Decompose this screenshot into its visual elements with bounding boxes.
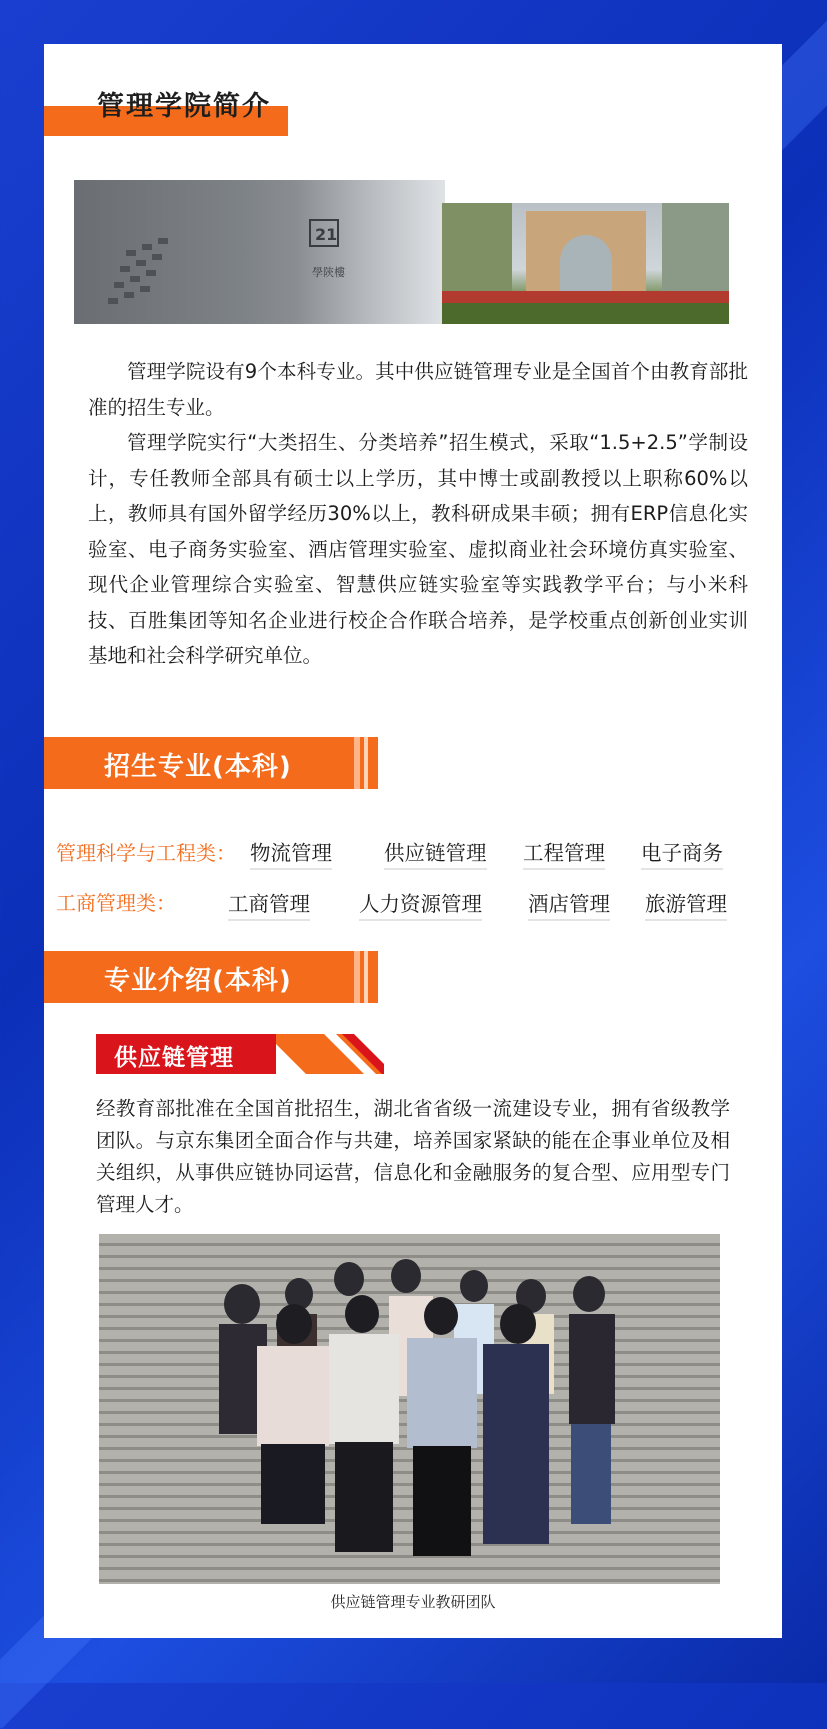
content-card: [44, 44, 782, 1638]
category-label: 工商管理类：: [56, 891, 176, 915]
category-label: 管理科学与工程类：: [56, 841, 236, 865]
building-sign-text: 學陝樓: [312, 266, 345, 279]
building-photo-art: [74, 180, 445, 324]
major-item: 旅游管理: [645, 887, 727, 921]
banner-stripe: [364, 951, 368, 1003]
enrollment-title: 招生专业(本科): [104, 752, 292, 782]
banner-stripe: [354, 951, 360, 1003]
banner-stripe: [364, 737, 368, 789]
major-item: 人力资源管理: [359, 887, 482, 921]
majors-intro-title: 专业介绍(本科): [104, 966, 292, 996]
arch-gate-photo-art: [442, 203, 729, 324]
major-item: 电子商务: [641, 836, 723, 870]
intro-paragraph-1: 管理学院设有9个本科专业。其中供应链管理专业是全国首个由教育部批准的招生专业。: [88, 360, 748, 419]
major-item: 供应链管理: [384, 836, 487, 870]
major-item: 工商管理: [228, 887, 310, 921]
building-photo: [74, 180, 445, 324]
team-photo: [99, 1234, 720, 1584]
team-photo-art: [99, 1234, 720, 1584]
svg-text:21: 21: [315, 225, 338, 244]
major-item: 酒店管理: [528, 887, 610, 921]
major-item: 工程管理: [523, 836, 605, 870]
major-item: 物流管理: [250, 836, 332, 870]
arch-gate-photo: [442, 203, 729, 324]
enrollment-banner: [44, 737, 378, 789]
banner-stripe: [354, 737, 360, 789]
scm-tag: [96, 1034, 384, 1074]
intro-paragraph-2: 管理学院实行“大类招生、分类培养”招生模式，采取“1.5+2.5”学制设计，专任教师全部具有硕士以上学历，其中博士或副教授以上职称60%以上，教师具有国外留学经历30%以上，教科研成果丰硕；拥有ERP信息化实验室、电子商务实验室、酒店管理实验室、虚拟商业社会环境仿真实验室、现代企业管理综合实验室、智慧供应链实验室等实践教学平台；与小米科技、百胜集团等知名企业进行校企合作联合培养，是学校重点创新创业实训基地和社会科学研究单位。: [88, 431, 748, 667]
scm-description: 经教育部批准在全国首批招生，湖北省省级一流建设专业，拥有省级教学团队。与京东集团全面合作与共建，培养国家紧缺的能在企事业单位及相关组织，从事供应链协同运营，信息化和金融服务的复合型、应用型专门管理人才。: [96, 1097, 730, 1216]
team-photo-caption: 供应链管理专业教研团队: [330, 1593, 496, 1611]
scm-name: 供应链管理: [114, 1045, 234, 1071]
intro-title: 管理学院简介: [97, 91, 271, 122]
majors-intro-banner: [44, 951, 378, 1003]
